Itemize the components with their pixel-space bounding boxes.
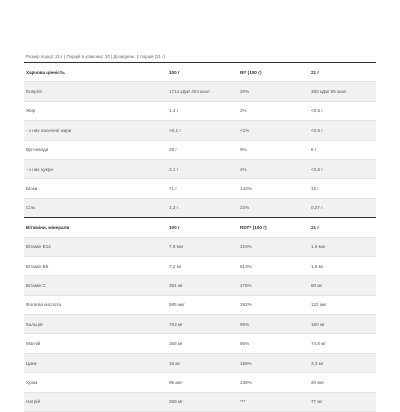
value-per-100g: 381 мг: [167, 276, 238, 295]
value-per-serving: 77 мг: [309, 392, 376, 411]
nutrient-name: Фолієва кислота: [24, 295, 167, 314]
serving-info: Розмір порції: 21 г | Порцій в упаковці: 20 | Доза/день: 1 порція (21 г): [26, 54, 166, 59]
reference-intake: 9%: [238, 140, 309, 159]
reference-intake: 476%: [238, 276, 309, 295]
nutrient-name: Жир: [24, 101, 167, 120]
value-per-serving: 360 кДж/ 85 ккал: [309, 82, 376, 101]
value-per-100g: 7,9 мкг: [167, 237, 238, 256]
nutrition-header-row: [24, 63, 376, 82]
value-per-100g: 95 мкг: [167, 373, 238, 392]
column-header: 21 г: [309, 218, 376, 237]
column-header: Харчова цінність: [24, 63, 167, 82]
value-per-serving: 0,27 г: [309, 198, 376, 217]
table-row: [24, 101, 376, 120]
value-per-serving: 1,6 мкг: [309, 237, 376, 256]
nutrient-name: Цинк: [24, 353, 167, 372]
reference-intake: 2%: [238, 101, 309, 120]
value-per-serving: 160 мг: [309, 315, 376, 334]
reference-intake: 142%: [238, 179, 309, 198]
column-header: 100 г: [167, 63, 238, 82]
value-per-100g: 7,2 мг: [167, 256, 238, 275]
nutrient-name: Енергія: [24, 82, 167, 101]
nutrition-facts: [24, 52, 376, 412]
nutrient-name: Вітамін B6: [24, 256, 167, 275]
column-header: Вітаміни, мінерали: [24, 218, 167, 237]
reference-intake: 2%: [238, 159, 309, 178]
reference-intake: 238%: [238, 373, 309, 392]
table-row: [24, 179, 376, 198]
reference-intake: 156%: [238, 353, 309, 372]
column-header: 100 г: [167, 218, 238, 237]
table-row: [24, 315, 376, 334]
table-row: [24, 121, 376, 140]
reference-intake: 316%: [238, 237, 309, 256]
value-per-serving: 80 мг: [309, 276, 376, 295]
value-per-serving: 6 г: [309, 140, 376, 159]
table-row: [24, 392, 376, 411]
value-per-serving: <0,5 г: [309, 121, 376, 140]
nutrition-table: [24, 62, 376, 412]
nutrient-name: - з них насичені жири: [24, 121, 167, 140]
reference-intake: 95%: [238, 315, 309, 334]
nutrient-name: Натрій: [24, 392, 167, 411]
table-row: [24, 353, 376, 372]
table-row: [24, 237, 376, 256]
value-per-100g: 16 мг: [167, 353, 238, 372]
value-per-serving: 1,5 мг: [309, 256, 376, 275]
column-header: 21 г: [309, 63, 376, 82]
reference-intake: ***: [238, 392, 309, 411]
value-per-serving: <0,5 г: [309, 101, 376, 120]
reference-intake: 292%: [238, 295, 309, 314]
table-row: [24, 373, 376, 392]
value-per-serving: 74,8 мг: [309, 334, 376, 353]
reference-intake: <1%: [238, 121, 309, 140]
nutrient-name: Кальцій: [24, 315, 167, 334]
nutrient-name: Білки: [24, 179, 167, 198]
table-row: [24, 82, 376, 101]
value-per-100g: 369 мг: [167, 392, 238, 411]
value-per-100g: 71 г: [167, 179, 238, 198]
nutrient-name: Вітамін B12: [24, 237, 167, 256]
value-per-100g: 1714 кДж/ 404 ккал: [167, 82, 238, 101]
reference-intake: 95%: [238, 334, 309, 353]
table-row: [24, 334, 376, 353]
value-per-100g: 356 мг: [167, 334, 238, 353]
reference-intake: 513%: [238, 256, 309, 275]
value-per-100g: 28 г: [167, 140, 238, 159]
value-per-100g: 1,4 г: [167, 101, 238, 120]
reference-intake: 20%: [238, 82, 309, 101]
value-per-serving: 122 мкг: [309, 295, 376, 314]
value-per-100g: 1,3 г: [167, 198, 238, 217]
table-row: [24, 295, 376, 314]
nutrient-name: - з них цукри: [24, 159, 167, 178]
value-per-serving: 15 г: [309, 179, 376, 198]
value-per-100g: 2,1 г: [167, 159, 238, 178]
nutrient-name: Сіль: [24, 198, 167, 217]
value-per-100g: <0,1 г: [167, 121, 238, 140]
table-row: [24, 140, 376, 159]
column-header: RDI** (100 г): [238, 218, 309, 237]
vitamins-header-row: [24, 218, 376, 237]
nutrient-name: Вуглеводи: [24, 140, 167, 159]
nutrient-name: Вітамін C: [24, 276, 167, 295]
table-row: [24, 276, 376, 295]
value-per-100g: 763 мг: [167, 315, 238, 334]
table-row: [24, 159, 376, 178]
table-row: [24, 198, 376, 217]
reference-intake: 22%: [238, 198, 309, 217]
table-row: [24, 256, 376, 275]
value-per-serving: <0,5 г: [309, 159, 376, 178]
nutrient-name: Хром: [24, 373, 167, 392]
value-per-serving: 20 мкг: [309, 373, 376, 392]
value-per-serving: 3,3 мг: [309, 353, 376, 372]
column-header: RI* (100 г): [238, 63, 309, 82]
value-per-100g: 585 мкг: [167, 295, 238, 314]
nutrient-name: Магній: [24, 334, 167, 353]
